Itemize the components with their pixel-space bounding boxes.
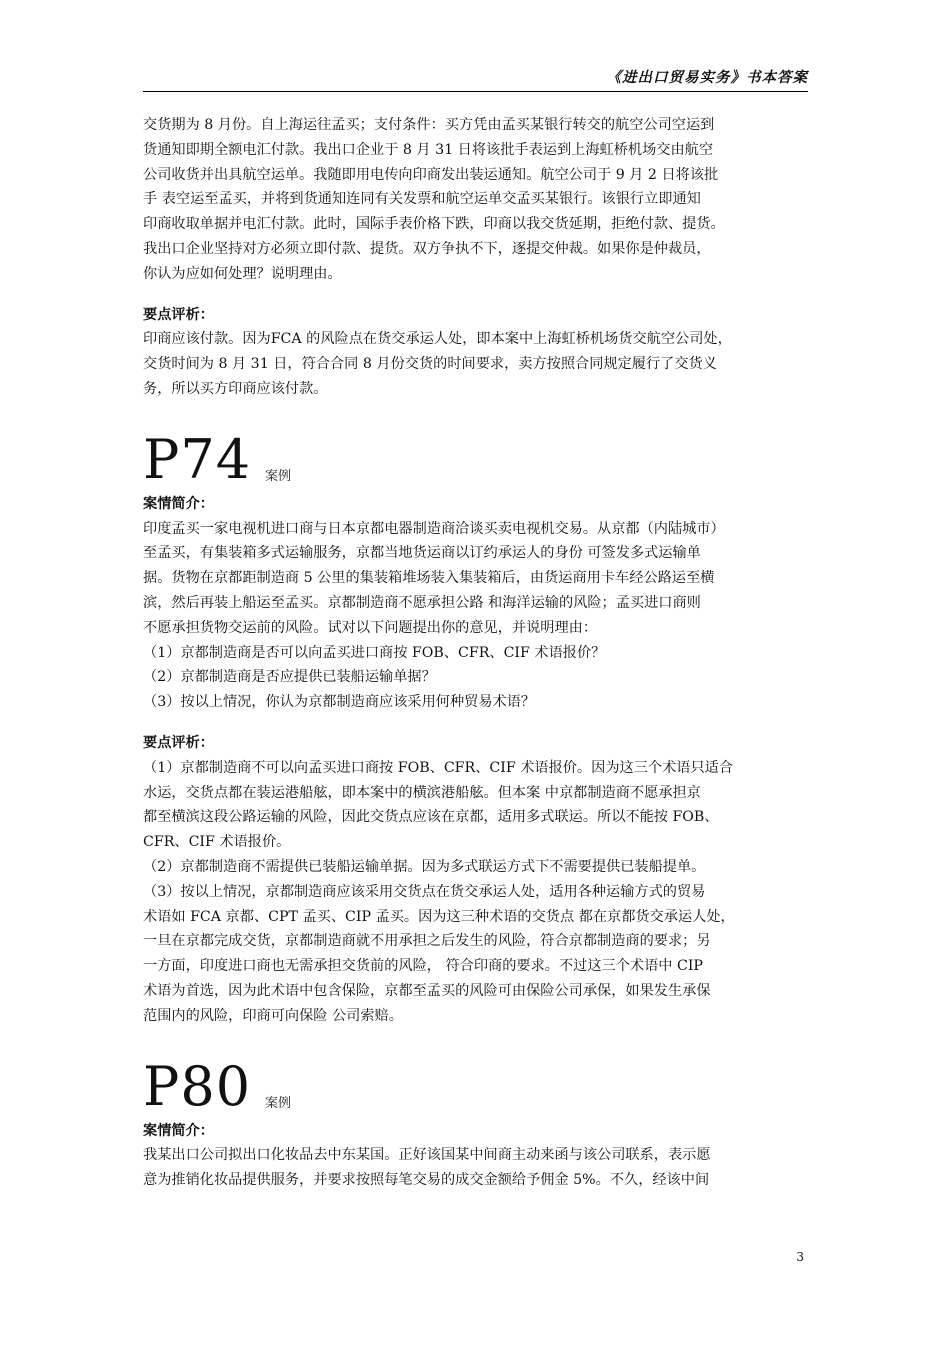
page-content [143, 113, 808, 1193]
section-heading-p74 [143, 422, 808, 491]
question-item: （1）京都制造商是否可以向孟买进口商按 FOB、CFR、CIF 术语报价？ [143, 644, 606, 661]
intro-analysis-paragraph: 印商应该付款。因为FCA 的风险点在货交承运人处，即本案中上海虹桥机场货交航空公司处， 交货时间为 8 月 31 日，符合合同 8 月份交货的时间要求，卖方按照合同规定履行了交货义 务，所以买方印商应该付款。 [143, 331, 732, 397]
question-item: （3）按以上情况，你认为京都制造商应该采用何种贸易术语？ [143, 694, 536, 711]
header-divider [143, 91, 808, 92]
answer-item: （1）京都制造商不可以向孟买进口商按 FOB、CFR、CIF 术语报价。因为这三个术语只适合 水运，交货点都在装运港船舷，即本案中的横滨港船舷。但本案 中京都制造商不愿承担京 都至横滨这段公路运输的风险，因此交货点应该在京都，适用多式联运。所以不能按 FOB、 CFR、CIF 术语报价。 [143, 759, 734, 851]
intro-case-paragraph: 交货期为 8 月份。自上海运往孟买；支付条件：买方凭由孟买某银行转交的航空公司空运到 货通知即期全额电汇付款。我出口企业于 8 月 31 日将该批手表运到上海虹桥机场交由航空 公司收货并出具航空运单。我随即用电传向印商发出装运通知。航空公司于 9 月 2 日将该批 手 表空运至孟买，并将到货通知连同有关发票和航空运单交孟买某银行。该银行立即通知 印商收取单据并电汇付款。此时，国际手表价格下跌，印商以我交货延期，拒绝付款、提货。 我出口企业坚持对方必须立即付款、提货。双方争执不下，逐提交仲裁。如果你是仲裁员， 你认为应如何处理？说明理由。 [143, 117, 725, 282]
section-tag: 案例 [265, 468, 292, 484]
case-summary-label: 案情简介： [143, 1122, 214, 1139]
running-header-title: 《进出口贸易实务》书本答案 [606, 69, 808, 86]
case-summary-paragraph: 印度孟买一家电视机进口商与日本京都电器制造商洽谈买卖电视机交易。从京都（内陆城市） 至孟买，有集装箱多式运输服务，京都当地货运商以订约承运人的身份 可签发多式运输单 据。货物在京都距制造商 5 公里的集装箱堆场装入集装箱后，由货运商用卡车经公路运至横 滨，然后再装上船运至孟买。京都制造商不愿承担公路 和海洋运输的风险；孟买进口商则 不愿承担货物交运前的风险。试对以下问题提出你的意见，并说明理由： [143, 520, 725, 636]
case-summary-label: 案情简介： [143, 495, 214, 512]
intro-analysis-label: 要点评析： [143, 306, 214, 323]
section-heading-p80 [143, 1049, 808, 1118]
page-number: 3 [796, 1250, 804, 1264]
analysis-label: 要点评析： [143, 734, 214, 751]
section-number: P80 [143, 1054, 252, 1118]
answer-item: （3）按以上情况，京都制造商应该采用交货点在货交承运人处，适用各种运输方式的贸易 术语如 FCA 京都、CPT 孟买、CIP 孟买。因为这三种术语的交货点 都在京都货交承运人处， 一旦在京都完成交货，京都制造商就不用承担之后发生的风险，符合京都制造商的要求；另 一方面，印度进口商也无需承担交货前的风险， 符合印商的要求。不过这三个术语中 CIP 术语为首选，因为此术语中包含保险，京都至孟买的风险可由保险公司承保，如果发生承保 范围内的风险，印商可向保险 公司索赔。 [143, 883, 735, 1024]
question-item: （2）京都制造商是否应提供已装船运输单据？ [143, 669, 436, 686]
case-summary-paragraph: 我某出口公司拟出口化妆品去中东某国。正好该国某中间商主动来函与该公司联系，表示愿 意为推销化妆品提供服务，并要求按照每笔交易的成交金额给予佣金 5%。不久，经该中间 [143, 1147, 711, 1189]
section-tag: 案例 [265, 1095, 292, 1111]
answer-item: （2）京都制造商不需提供已装船运输单据。因为多式联运方式下不需要提供已装船提单。 [143, 858, 706, 875]
section-number: P74 [143, 427, 252, 491]
